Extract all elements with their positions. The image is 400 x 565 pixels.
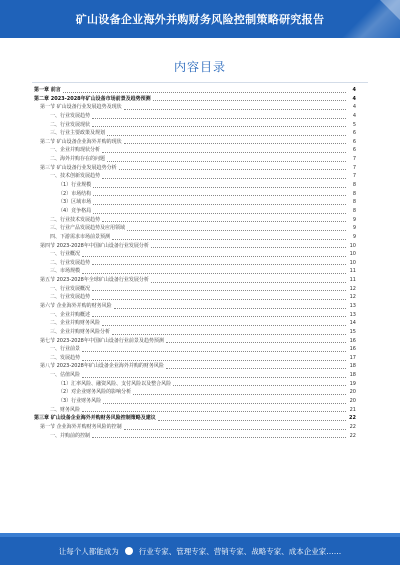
footer-slogan-right: 行业专家、管理专家、营销专家、战略专家、成本企业家…… <box>138 546 342 556</box>
toc-entry[interactable] <box>34 276 356 285</box>
toc-entry[interactable] <box>34 337 356 346</box>
toc-entry-page: 5 <box>352 121 356 128</box>
toc-entry-page: 14 <box>349 320 356 327</box>
toc-entry-page: 7 <box>352 156 356 163</box>
toc-entry[interactable] <box>34 328 356 337</box>
toc-entry-page: 11 <box>349 268 356 275</box>
toc-entry-page: 22 <box>349 423 356 430</box>
toc-entry[interactable] <box>34 121 356 130</box>
toc-leader-dots <box>92 264 346 265</box>
toc-entry[interactable] <box>34 380 356 389</box>
toc-leader-dots <box>151 282 346 283</box>
toc-entry[interactable] <box>34 250 356 259</box>
toc-entry-text: 二、行业发展趋势 <box>50 259 91 266</box>
toc-entry[interactable] <box>34 345 356 354</box>
toc-leader-dots <box>112 334 346 335</box>
toc-leader-dots <box>82 411 346 412</box>
toc-entry[interactable] <box>34 354 356 363</box>
toc-entry-page: 6 <box>352 138 356 145</box>
toc-leader-dots <box>92 126 346 127</box>
toc-entry-page: 12 <box>349 294 356 301</box>
toc-entry-page: 9 <box>352 216 356 223</box>
toc-entry-text: 第三节 矿山设备行业发展趋势分析 <box>40 164 117 171</box>
toc-entry-text: 第五节 2023-2028年全球矿山设备行业发展分析 <box>40 277 149 284</box>
toc-entry-page: 16 <box>349 337 356 344</box>
toc-leader-dots <box>102 221 346 222</box>
toc-entry[interactable] <box>34 363 356 372</box>
toc-entry[interactable] <box>34 302 356 311</box>
toc-leader-dots <box>166 368 346 369</box>
toc-leader-dots <box>93 187 346 188</box>
toc-entry-page: 8 <box>352 190 356 197</box>
toc-entry[interactable] <box>34 103 356 112</box>
toc-entry-page: 8 <box>352 199 356 206</box>
toc-entry-text: 二、行业发展现状 <box>50 121 91 128</box>
toc-entry-page: 15 <box>349 328 356 335</box>
toc-entry-text: 第七节 2023-2028年中国矿山设备行业前景及趋势预测 <box>40 337 164 344</box>
toc-entry[interactable] <box>34 406 356 415</box>
toc-entry-page: 10 <box>349 259 356 266</box>
toc-leader-dots <box>124 109 346 110</box>
toc-entry-text: 三、市场规模 <box>50 268 81 275</box>
toc-entry[interactable] <box>34 432 356 441</box>
footer-slogan-left: 让每个人都能成为 <box>58 546 119 556</box>
toc-leader-dots <box>102 152 346 153</box>
toc-leader-dots <box>173 385 346 386</box>
toc-entry-text: 一、行业发展趋势 <box>50 112 91 119</box>
toc-leader-dots <box>124 143 346 144</box>
page-footer <box>0 537 400 565</box>
toc-entry-text: 第八节 2023-2028年矿山设备企业海外并购的财务风险 <box>40 363 164 370</box>
toc-leader-dots <box>93 204 346 205</box>
toc-entry-text: 第一章 前言 <box>34 86 61 93</box>
toc-entry-text: 第四节 2023-2028年中国矿山设备行业发展分析 <box>40 242 149 249</box>
toc-entry-text: 二、行业发展趋势 <box>50 294 91 301</box>
toc-leader-dots <box>127 230 346 231</box>
header-title: 矿山设备企业海外并购财务风险控制策略研究报告 <box>75 13 325 26</box>
toc-leader-dots <box>82 377 346 378</box>
toc-leader-dots <box>82 273 346 274</box>
toc-entry-text: 一、并购前的控制 <box>50 432 91 439</box>
toc-entry-text: 第一节 企业海外并购财务风险的控制 <box>40 423 122 430</box>
toc-entry-page: 11 <box>349 277 356 284</box>
toc-entry-text: 一、技术创新发展趋势 <box>50 173 101 180</box>
toc-entry-text: 二、海外并购存在的问题 <box>50 156 106 163</box>
toc-entry[interactable] <box>34 95 356 104</box>
toc-leader-dots <box>92 437 346 438</box>
toc-leader-dots <box>107 135 346 136</box>
toc-entry-text: 一、企业并购概述 <box>50 311 91 318</box>
toc-leader-dots <box>112 239 346 240</box>
toc-divider <box>32 82 368 83</box>
toc-leader-dots <box>107 161 346 162</box>
toc-entry-text: 二、财务风险 <box>50 406 81 413</box>
toc-leader-dots <box>92 118 346 119</box>
toc-entry[interactable] <box>34 207 356 216</box>
toc-entry[interactable] <box>34 164 356 173</box>
toc-entry[interactable] <box>34 259 356 268</box>
toc-entry-text: 第一节 矿山设备行业发展趋势及现状 <box>40 104 122 111</box>
toc-entry-page: 12 <box>349 285 356 292</box>
toc-entry-page: 7 <box>352 173 356 180</box>
toc-leader-dots <box>103 403 346 404</box>
toc-entry-page: 4 <box>352 112 356 119</box>
toc-entry-text: 二、行业技术发展趋势 <box>50 216 101 223</box>
toc-entry-text: 四、下游需求市场前景预测 <box>50 233 111 240</box>
page-header <box>0 0 400 38</box>
toc-entry[interactable] <box>34 371 356 380</box>
toc-entry-page: 7 <box>352 164 356 171</box>
bullet-icon <box>125 547 133 555</box>
toc-leader-dots <box>153 100 346 101</box>
toc-entry[interactable] <box>34 86 356 95</box>
toc-entry-page: 16 <box>349 346 356 353</box>
toc-leader-dots <box>82 360 346 361</box>
toc-entry-page: 20 <box>349 389 356 396</box>
toc-entry-text: 三、企业并购财务风险分析 <box>50 328 111 335</box>
toc-entry-text: （1）行业规模 <box>58 182 92 189</box>
toc-entry-text: 一、行业发展概况 <box>50 285 91 292</box>
toc-entry-page: 17 <box>349 354 356 361</box>
toc-leader-dots <box>82 351 346 352</box>
toc-entry-page: 9 <box>352 225 356 232</box>
toc-entry[interactable] <box>34 172 356 181</box>
toc-leader-dots <box>158 420 346 421</box>
toc-entry-text: 第二节 矿山设备企业海外并购的现状 <box>40 138 122 145</box>
toc-leader-dots <box>102 178 346 179</box>
toc-entry-page: 21 <box>349 406 356 413</box>
toc-entry[interactable] <box>34 112 356 121</box>
toc-entry-page: 4 <box>352 95 356 102</box>
toc-list <box>34 86 356 440</box>
toc-entry-text: （2）对企业财务风险的影响分析 <box>58 389 132 396</box>
toc-entry[interactable] <box>34 319 356 328</box>
toc-leader-dots <box>92 316 346 317</box>
toc-leader-dots <box>166 342 346 343</box>
toc-leader-dots <box>63 92 346 93</box>
toc-entry-page: 20 <box>349 398 356 405</box>
toc-entry-page: 13 <box>349 303 356 309</box>
toc-entry-text: （1）汇率风险、融资风险、支付风险以及整合风险 <box>58 380 172 387</box>
toc-entry-text: （2）市场结构 <box>58 190 92 197</box>
toc-entry-text: （4）竞争格局 <box>58 207 92 214</box>
toc-leader-dots <box>119 169 346 170</box>
toc-entry-page: 19 <box>349 380 356 387</box>
toc-entry-text: 一、行业前景 <box>50 346 81 353</box>
toc-leader-dots <box>92 299 346 300</box>
toc-entry[interactable] <box>34 397 356 406</box>
toc-entry[interactable] <box>34 146 356 155</box>
toc-leader-dots <box>114 308 346 309</box>
toc-entry[interactable] <box>34 181 356 190</box>
toc-entry[interactable] <box>34 388 356 397</box>
toc-entry[interactable] <box>34 198 356 207</box>
toc-entry[interactable] <box>34 190 356 199</box>
toc-entry-page: 9 <box>352 233 356 240</box>
toc-entry[interactable] <box>34 129 356 138</box>
toc-entry-page: 8 <box>352 207 356 214</box>
toc-entry-page: 4 <box>352 86 356 93</box>
toc-entry[interactable] <box>34 224 356 233</box>
toc-leader-dots <box>124 429 346 430</box>
toc-entry-page: 13 <box>349 311 356 318</box>
toc-entry-page: 10 <box>349 251 356 258</box>
toc-entry-page: 22 <box>349 432 356 439</box>
toc-entry-page: 10 <box>349 242 356 249</box>
toc-entry-text: 二、发展趋势 <box>50 354 81 361</box>
toc-leader-dots <box>133 394 346 395</box>
toc-leader-dots <box>151 247 346 248</box>
toc-entry[interactable] <box>34 423 356 432</box>
toc-heading: 内容目录 <box>173 60 226 74</box>
toc-entry[interactable] <box>34 138 356 147</box>
toc-entry[interactable] <box>34 155 356 164</box>
toc-entry-page: 6 <box>352 147 356 154</box>
toc-leader-dots <box>102 325 346 326</box>
toc-entry[interactable] <box>34 233 356 242</box>
toc-entry-text: （3）区域市场 <box>58 199 92 206</box>
toc-leader-dots <box>93 213 346 214</box>
toc-entry-page: 18 <box>349 363 356 370</box>
toc-entry-page: 22 <box>349 415 356 422</box>
toc-leader-dots <box>92 290 346 291</box>
toc-entry[interactable] <box>34 216 356 225</box>
toc-entry-text: （3）行业财务风险 <box>58 398 102 405</box>
toc-entry-page: 18 <box>349 372 356 379</box>
toc-entry-page: 4 <box>352 104 356 111</box>
toc-entry-text: 一、企业并购现状分析 <box>50 147 101 154</box>
toc-entry-text: 三、行业主要政策及规划 <box>50 130 106 137</box>
toc-entry[interactable] <box>34 267 356 276</box>
toc-leader-dots <box>93 195 346 196</box>
toc-entry[interactable] <box>34 293 356 302</box>
toc-entry[interactable] <box>34 242 356 251</box>
toc-entry-text: 一、行业概况 <box>50 251 81 258</box>
toc-entry[interactable] <box>34 285 356 294</box>
toc-entry-text: 第六节 企业海外并购的财务风险 <box>40 303 112 309</box>
toc-entry[interactable] <box>34 414 356 423</box>
toc-entry-text: 第二章 2023-2028年矿山设备市场前景及趋势预测 <box>34 95 151 102</box>
toc-entry-text: 二、企业并购财务风险 <box>50 320 101 327</box>
toc-leader-dots <box>82 256 346 257</box>
toc-entry-text: 一、估值风险 <box>50 372 81 379</box>
toc-entry[interactable] <box>34 311 356 320</box>
toc-entry-text: 三、行业产品发展趋势及应用领域 <box>50 225 126 232</box>
toc-entry-text: 第三章 矿山设备企业海外并购财务风险控制策略及建议 <box>34 415 156 422</box>
header-corner-decoration <box>380 0 400 20</box>
toc-entry-page: 6 <box>352 130 356 137</box>
toc-entry-page: 8 <box>352 182 356 189</box>
